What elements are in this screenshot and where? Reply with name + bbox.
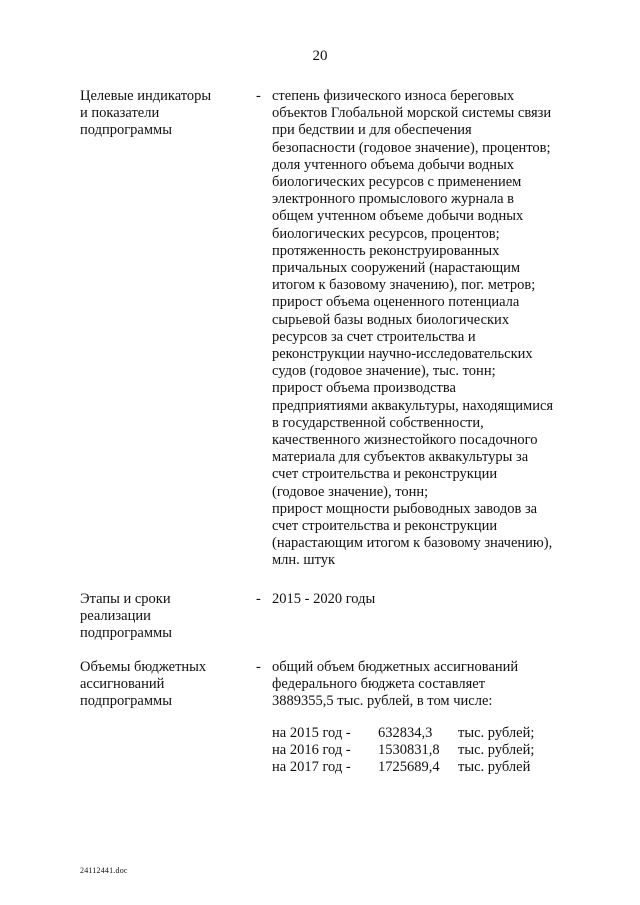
allocation-unit: тыс. рублей; bbox=[458, 725, 535, 741]
allocation-amount: 1530831,8 bbox=[378, 742, 440, 758]
section-label-budget: Объемы бюджетных ассигнований подпрограммы bbox=[80, 659, 207, 710]
allocation-unit: тыс. рублей bbox=[458, 759, 531, 775]
section-label-stages: Этапы и сроки реализации подпрограммы bbox=[80, 591, 172, 642]
allocation-year: на 2016 год - bbox=[272, 742, 351, 758]
allocation-unit: тыс. рублей; bbox=[458, 742, 535, 758]
section-text-budget: общий объем бюджетных ассигнований федерального бюджета составляет 3889355,5 тыс. рублей, в том числе: bbox=[272, 659, 519, 710]
section-dash-stages: - bbox=[256, 591, 261, 607]
section-label-indicators: Целевые индикаторы и показатели подпрограммы bbox=[80, 88, 212, 139]
allocation-amount: 632834,3 bbox=[378, 725, 433, 741]
allocation-year: на 2017 год - bbox=[272, 759, 351, 775]
section-dash-indicators: - bbox=[256, 88, 261, 104]
allocation-year: на 2015 год - bbox=[272, 725, 351, 741]
allocation-amount: 1725689,4 bbox=[378, 759, 440, 775]
section-text-indicators: степень физического износа береговых объектов Глобальной морской системы связи при бедствии и для обеспечения безопасности (годовое значение), процентов; доля учтенного объема добычи водных биологических ресурсов с применением электронного промыслового журнала в общем учтенном объеме добычи водных биологических ресурсов, процентов; протяженность реконструированных причальных сооружений (нарастающим итогом к базовому значению), пог. метров; прирост объема оцененного потенциала сырьевой базы водных биологических ресурсов за счет строительства и реконструкции научно-исследовательских судов (годовое значение), тыс. тонн; прирост объема производства предприятиями аквакультуры, находящимися в государственной собственности, качественного жизнестойкого посадочного материала для субъектов аквакультуры за счет строительства и реконструкции (годовое значение), тонн; прирост мощности рыбоводных заводов за счет строительства и реконструкции (нарастающим итогом к базовому значению), млн. штук bbox=[272, 88, 554, 569]
document-footer: 24112441.doc bbox=[80, 866, 128, 875]
section-dash-budget: - bbox=[256, 659, 261, 675]
page-number: 20 bbox=[312, 48, 328, 64]
section-text-stages: 2015 - 2020 годы bbox=[272, 591, 376, 607]
